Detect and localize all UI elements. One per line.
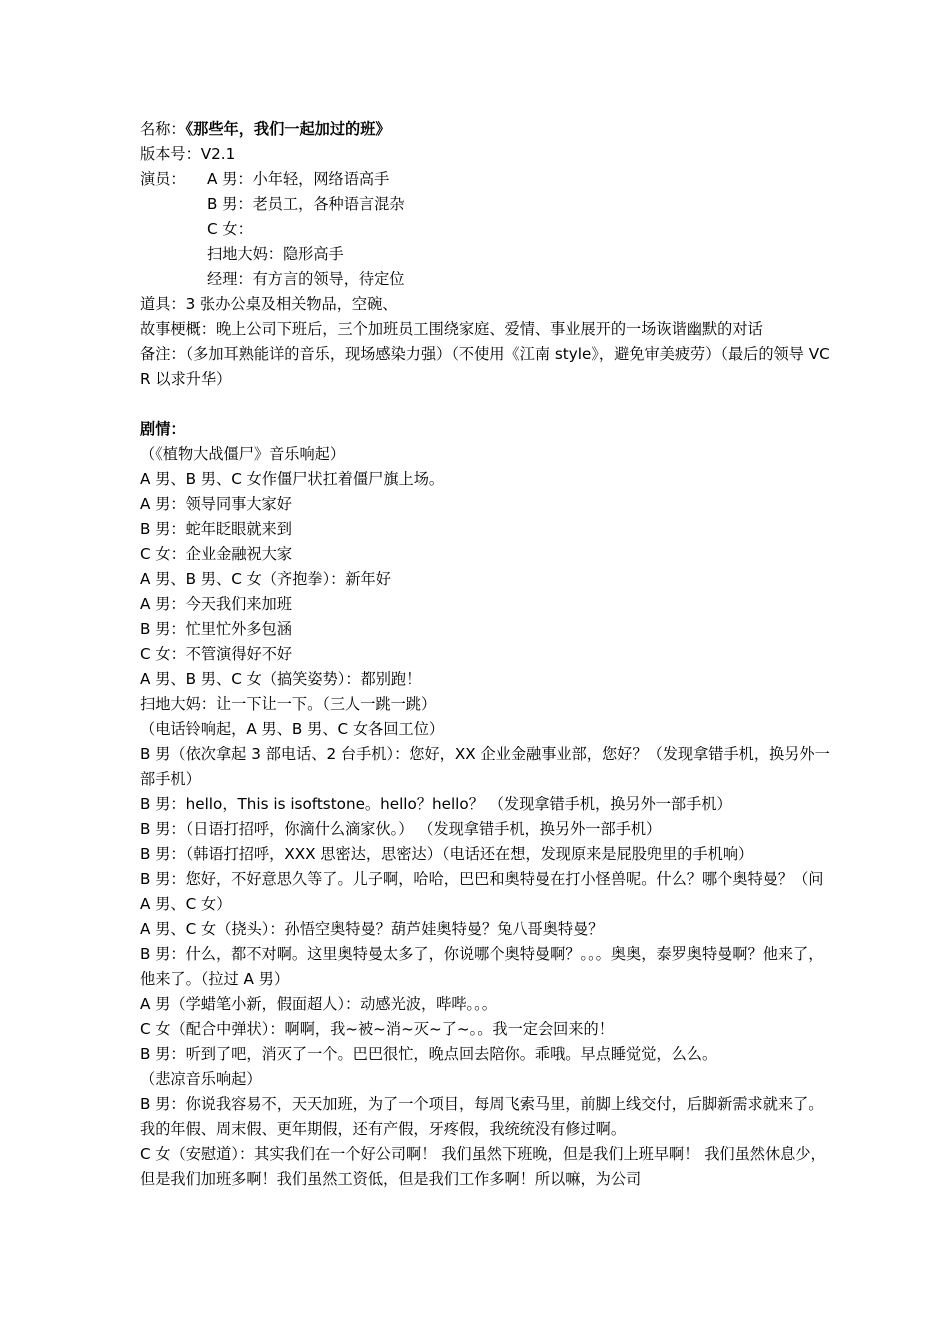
script-line: C 女：企业金融祝大家 [140,545,293,563]
script-line: B 男：hello，This is isoftstone。hello？hello？ （发现拿错手机，换另外一部手机） [140,795,732,813]
script-line: A 男、C 女（挠头）：孙悟空奥特曼？葫芦娃奥特曼？兔八哥奥特曼？ [140,920,604,938]
props-line: 道具：3 张办公桌及相关物品，空碗、 [140,295,398,313]
cast-member: 扫地大妈：隐形高手 [207,245,344,263]
script-line: B 男：什么，都不对啊。这里奥特曼太多了，你说哪个奥特曼啊？。。。奥奥，泰罗奥特曼啊？他来了，他来了。（拉过 A 男） [140,945,824,988]
play-title: 《那些年，我们一起加过的班》 [185,120,391,138]
script-line: C 女（配合中弹状）：啊啊，我~被~消~灭~了~。。我一定会回来的！ [140,1020,614,1038]
script-line: （《植物大战僵尸》音乐响起） [140,445,346,463]
script-line: （悲凉音乐响起） [140,1070,262,1088]
document-body [140,117,830,1192]
script-line: C 女（安慰道）：其实我们在一个好公司啊！ 我们虽然下班晚，但是我们上班早啊！ 我们虽然休息少，但是我们加班多啊！我们虽然工资低，但是我们工作多啊！所以嘛，为公司 [140,1145,826,1188]
script-line: B 男：（日语打招呼，你滴什么滴家伙。） （发现拿错手机，换另外一部手机） [140,820,662,838]
script-line: 扫地大妈：让一下让一下。（三人一跳一跳） [140,695,437,713]
cast-member: C 女： [207,220,253,238]
title-line [140,117,830,142]
plot-title: 剧情： [140,420,186,438]
cast-line-0 [140,167,830,192]
cast-member: 经理：有方言的领导，待定位 [207,270,405,288]
script-line: A 男（学蜡笔小新，假面超人）：动感光波，哔哔。。。 [140,995,497,1013]
script-line: B 男：听到了吧，消灭了一个。巴巴很忙，晚点回去陪你。乖哦。早点睡觉觉，么么。 [140,1045,718,1063]
plot-heading [140,417,830,442]
version-line: 版本号：V2.1 [140,145,236,163]
synopsis-paragraph: 故事梗概：晚上公司下班后，三个加班员工围绕家庭、爱情、事业展开的一场诙谐幽默的对话 [140,320,763,338]
script-line: A 男：领导同事大家好 [140,495,292,513]
script-line: C 女：不管演得好不好 [140,645,293,663]
script-line: B 男：蛇年眨眼就来到 [140,520,292,538]
name-label: 名称： [140,120,186,138]
script-line: A 男：今天我们来加班 [140,595,292,613]
script-line: B 男：忙里忙外多包涵 [140,620,292,638]
spacer [140,392,830,417]
script-line: A 男、B 男、C 女（搞笑姿势）：都别跑！ [140,670,422,688]
cast-member: B 男：老员工，各种语言混杂 [207,195,405,213]
cast-member: A 男：小年轻，网络语高手 [207,170,390,188]
cast-label: 演员： [140,170,186,188]
script-line: A 男、B 男、C 女作僵尸状扛着僵尸旗上场。 [140,470,445,488]
script-line: B 男：你说我容易不，天天加班，为了一个项目，每周飞索马里，前脚上线交付，后脚新需求就来了。我的年假、周末假、更年期假，还有产假，牙疼假，我统统没有修过啊。 [140,1095,824,1138]
script-line: B 男：（韩语打招呼，XXX 思密达，思密达）（电话还在想，发现原来是屁股兜里的手机响） [140,845,754,863]
notes-paragraph: 备注：（多加耳熟能详的音乐，现场感染力强）（不使用《江南 style》，避免审美疲劳）（最后的领导 VCR 以求升华） [140,345,830,388]
script-line: B 男：您好，不好意思久等了。儿子啊，哈哈，巴巴和奥特曼在打小怪兽呢。什么？哪个奥特曼？（问 A 男、C 女） [140,870,824,913]
script-line: B 男（依次拿起 3 部电话、2 台手机）：您好，XX 企业金融事业部，您好？（发现拿错手机，换另外一部手机） [140,745,830,788]
script-line: A 男、B 男、C 女（齐抱拳）：新年好 [140,570,391,588]
script-line: （电话铃响起，A 男、B 男、C 女各回工位） [140,720,445,738]
